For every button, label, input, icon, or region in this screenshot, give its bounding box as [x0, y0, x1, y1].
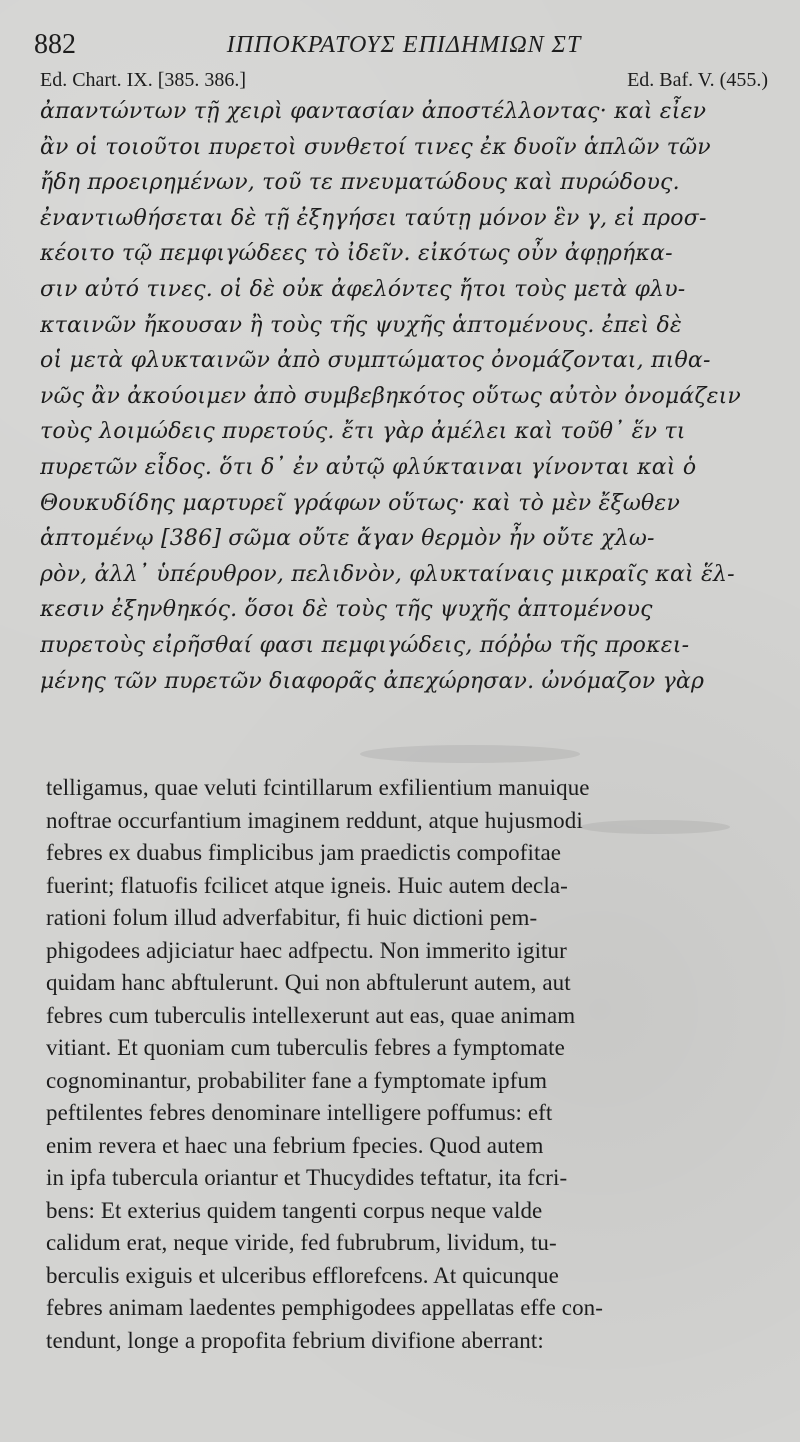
latin-text-block: [46, 772, 770, 1357]
greek-line: νῶς ἂν ἀκούοιμεν ἀπὸ συμβεβηκότος οὕτως αὐτὸν ὀνομάζειν: [40, 383, 741, 409]
greek-line: σιν αὐτό τινες. οἱ δὲ οὐκ ἀφελόντες ἤτοι τοὺς μετὰ φλυ-: [40, 276, 686, 302]
latin-line: fuerint; flatuofis fcilicet atque igneis. Huic autem decla-: [46, 872, 568, 898]
latin-line: vitiant. Et quoniam cum tuberculis febres a fymptomate: [46, 1035, 565, 1060]
greek-line: ἐναντιωθήσεται δὲ τῇ ἐξηγήσει ταύτῃ μόνον ἓν γ, εἰ προσ-: [40, 205, 707, 231]
page-header: [34, 28, 769, 64]
greek-line: Θουκυδίδης μαρτυρεῖ γράφων οὕτως· καὶ τὸ μὲν ἔξωθεν: [40, 490, 681, 516]
greek-line: οἱ μετὰ φλυκταινῶν ἀπὸ συμπτώματος ὀνομάζονται, πιθα-: [40, 348, 711, 374]
latin-line: cognominantur, probabiliter fane a fymptomate ipfum: [46, 1067, 548, 1093]
latin-line: enim revera et haec una febrium fpecies. Quod autem: [46, 1132, 544, 1158]
greek-line: ἂν οἱ τοιοῦτοι πυρετοὶ συνθετοί τινες ἐκ δυοῖν ἁπλῶν τῶν: [40, 134, 711, 160]
latin-line: tendunt, longe a propofita febrium divifione aberrant:: [46, 1327, 544, 1353]
greek-line: ρὸν, ἀλλ᾽ ὑπέρυθρον, πελιδνὸν, φλυκταίναις μικραῖς καὶ ἕλ-: [40, 561, 735, 587]
edition-right: Ed. Baf. V. (455.): [627, 69, 768, 91]
page-number: 882: [34, 29, 76, 60]
latin-line: febres animam laedentes pemphigodees appellatas effe con-: [46, 1295, 604, 1320]
edition-reference-row: [40, 68, 768, 96]
latin-line: telligamus, quae veluti fcintillarum exfilientium manuique: [46, 775, 590, 800]
latin-line: calidum erat, neque viride, fed fubrubrum, lividum, tu-: [46, 1230, 557, 1255]
latin-line: rationi folum illud adverfabitur, fi huic dictioni pem-: [46, 905, 538, 930]
greek-line: πυρετῶν εἶδος. ὅτι δ᾽ ἐν αὐτῷ φλύκταιναι γίνονται καὶ ὁ: [40, 454, 697, 480]
greek-line: κέοιτο τῷ πεμφιγώδεες τὸ ἰδεῖν. εἰκότως οὖν ἀφῃρήκα-: [40, 241, 673, 267]
latin-line: peftilentes febres denominare intelligere poffumus: eft: [46, 1100, 553, 1125]
greek-line: κεσιν ἐξηνθηκός. ὅσοι δὲ τοὺς τῆς ψυχῆς ἁπτομένους: [40, 597, 653, 623]
greek-text-block: [40, 94, 770, 699]
greek-line: κταινῶν ἤκουσαν ἢ τοὺς τῆς ψυχῆς ἁπτομένους. ἐπεὶ δὲ: [40, 312, 682, 338]
latin-line: berculis exiguis et ulceribus efflorefcens. At quicunque: [46, 1262, 559, 1288]
latin-line: bens: Et exterius quidem tangenti corpus neque valde: [46, 1197, 543, 1223]
latin-line: febres cum tuberculis intellexerunt aut eas, quae animam: [46, 1002, 576, 1028]
latin-line: noftrae occurfantium imaginem reddunt, atque hujusmodi: [46, 807, 583, 833]
greek-line: τοὺς λοιμώδεις πυρετούς. ἔτι γὰρ ἀμέλει καὶ τοῦθ᾽ ἕν τι: [40, 419, 686, 445]
greek-line: ἀπαντώντων τῇ χειρὶ φαντασίαν ἀποστέλλοντας· καὶ εἶεν: [40, 99, 707, 124]
greek-line: μένης τῶν πυρετῶν διαφορᾶς ἀπεχώρησαν. ὠνόμαζον γὰρ: [40, 668, 705, 694]
edition-left: Ed. Chart. IX. [385. 386.]: [40, 69, 247, 91]
bleed-through-mark: [360, 745, 580, 763]
greek-line: ἁπτομένῳ [386] σῶμα οὔτε ἄγαν θερμὸν ἦν οὔτε χλω-: [40, 526, 655, 552]
greek-line: πυρετοὺς εἰρῆσθαί φασι πεμφιγώδεις, πόῤῥω τῆς προκει-: [40, 632, 690, 658]
latin-line: in ipfa tubercula oriantur et Thucydides teftatur, ita fcri-: [46, 1165, 568, 1190]
latin-line: febres ex duabus fimplicibus jam praedictis compofitae: [46, 840, 562, 865]
running-title: ΙΠΠΟΚΡΑΤΟΥΣ ΕΠΙΔΗΜΙΩΝ ΣΤ: [226, 32, 582, 58]
latin-line: phigodees adjiciatur haec adfpectu. Non immerito igitur: [46, 937, 567, 963]
latin-line: quidam hanc abftulerunt. Qui non abftulerunt autem, aut: [46, 970, 571, 995]
greek-line: ἤδη προειρημένων, τοῦ τε πνευματώδους καὶ πυρώδους.: [40, 170, 680, 196]
